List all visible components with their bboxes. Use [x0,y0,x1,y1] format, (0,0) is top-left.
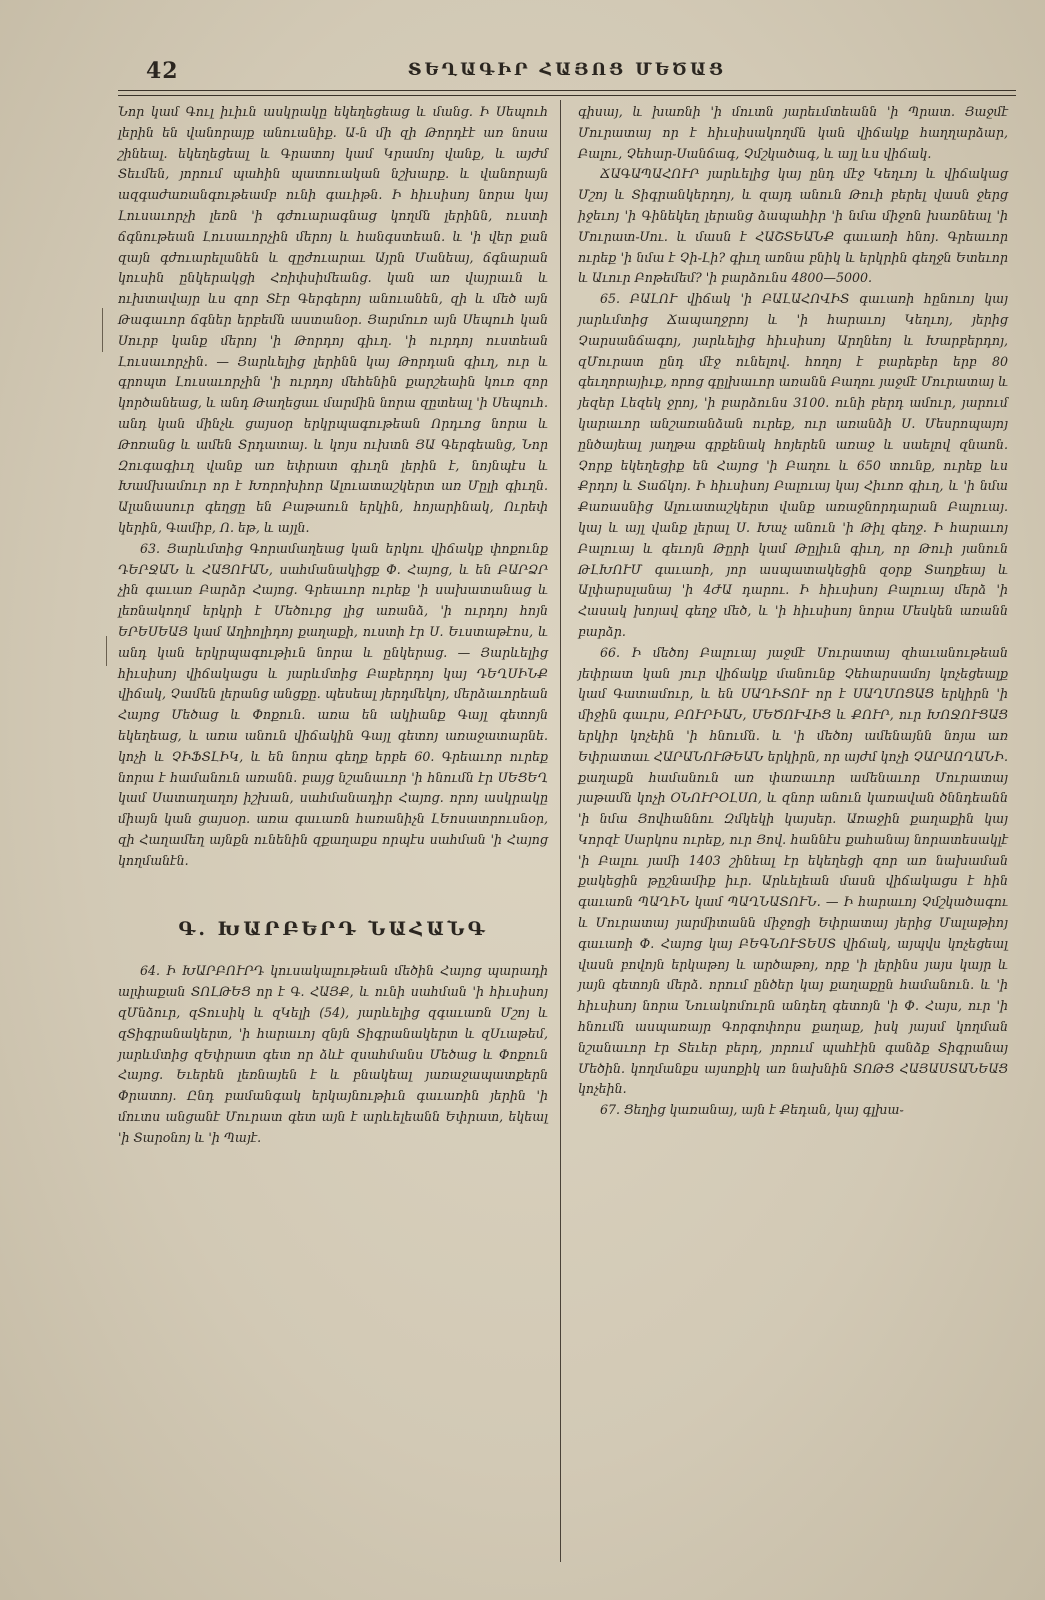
paragraph: Նոր կամ Գուլ իւիւն ասկրակը եկեղեցեաց և մանց. Ի Սեպուհ լերին են վանորայք անուանիք. Ա֊ն մի զի Թորդէէ առ նոսա շինեալ. եկեղեցեալ և Գրատոյ կամ Կրամոյ վանք, և այժմ Տեւմեն, յորում պահին պատուական նշխարք. և վանորայն ազգաժառանգութեամբ ունի գաւիթն. Ի հիւսիսոյ նորա կայ Լուսաւորչի լեռն 'ի գժուարագնաց կողմն լերինն, ուստի ճգնութեան Լուսաւորչին մերոյ և հանգստեան. և 'ի վեր քան զայն գժուարելանեն և զըժուարաւ Այրն Մանեայ, ճգնարան կուսին ընկերակցի Հռիփսիմեանց. կան առ վայրաւն և ուխտավայր ևս զոր Տէր Գերգերոյ անուանեն, զի և մեծ այն Թագաւոր ճգներ երբեմն աստանօր. Յարմուռ այն Սեպուհ կան Սուրբ կանք մերոյ 'ի Թորդոյ գիւղ. 'ի ուրդոյ ուստեան Լուսաւորչին. — Յարևելից լերինն կայ Թորդան գիւղ, ուր և գրոպտ Լուսաւորչին 'ի ուրդոյ մեհենին քարշեաին կուռ զոր կործանեաց, և անդ Թաղեցաւ մարմին նորա զըտեալ 'ի Սեպուհ. անդ կան մինչև ցայսօր երկրպագութեան Որդւոց նորա և Թոռանց և ամեն Տրդատայ. և կոյս ուխտն ՅԱ Գերգեանց, Նոր Զուգագիւղ վանք առ եփրատ գիւղն լերին է, նոյնպէս և Խամխամուր որ է Խորոխիոր Ալուատաշկերտ առ Մըլի գիւղն. Ալանասուր գեղցը են Բաթաուն երկին, հոյարինակ, Ուրեփ կերին, Գամիբ, Ո. եթ, և այլն. [118,104,548,535]
margin-pencil-mark [102,308,103,352]
section-heading: Գ. ԽԱՐԲԵՐԴ ՆԱՀԱՆԳ [178,918,488,941]
right-column [578,102,1008,1121]
left-column [118,102,548,1149]
header-rule-thin [118,95,1016,96]
header-rule-thick [118,90,1016,91]
page-number: 42 [146,58,179,84]
page-header [118,52,1016,92]
paragraph-66: 66. Ի մեծոյ Բալուայ յաջմէ Մուրատայ զհաւանութեան յեփրատ կան յուր վիճակք մանունք Չեհարսամոյ կոչեցեալք կամ Գատամուր, և են ՍԱՂԻՏՈՒ որ է ՍԱՂՄՈՑԱՑ երկիրն 'ի միջին գաւրս, ԲՈՒՐԻԱՆ, ՄԵԾՈՒՎԻՑ և ՔՈՒՐ, ուր ԽՈՋՈՒՑԱՑ երկիր կոչեին 'ի հնումն. և 'ի մեծոյ ամենայնն նոյա առ Եփրատաւ ՀԱՐԱՆՈՒԹԵԱՆ երկիրն, որ այժմ կոչի ՉԱՐԱՈՂԱՆԻ. քաղաքն համանուն առ փառաւոր ամենաւոր Մուրատայ յաթամն կոչի ՕՆՈՒՐՕԼՍՈ, և զնոր անուն կառավան ծննդեանն 'ի նմա Յովհաննու Զմկեկի կայսեր. Առաջին քաղաքին կայ Կորզէ Սարկոս ուրեք, ուր Յով. հաննէս քահանայ նորատեսակլէ 'ի Բալու յամի 1403 շինեալ էր եկեղեցի զոր առ նախաման քակեցին թըշնամիք իւր. Արևելեան մասն վիճակացս է հին գաւառն ՊԱՂԻՆ կամ ՊԱՂՆԱՏՈՒՆ. — Ի հարաւոյ Չմշկածագու և Մուրատայ յարմիտանն միջոցի Եփրատայ յերից Մալաթիոյ գաւառի Փ. Հայոց կայ ԲԵԳՆՈՒՏԵՍՏ վիճակ, այպվս կոչեցեալ վասն բովոյն երկաթոյ և արծաթոյ, որք 'ի լերինս յայս կայր և յայն գետոյն մերձ. որում ընծեր կայ քաղաքըն համանուն. և 'ի հիւսիսոյ նորա Նուակոմուրն անդեղ գետոյն 'ի Փ. Հայս, ուր 'ի հնումն ասպառայր Գորգոփորս քաղաք, իսկ յայսմ կողման նշանաւոր էր Տեւեր բերդ, յորում պահէին գանձք Տիգրանայ Մեծին. կողմանքս այսոքիկ առ նախնին ՏՈԹՑ ՀԱՅԱՍՏԱՆԵԱՑ կոչեին. [578,644,1008,1097]
margin-pencil-mark [106,636,107,666]
paragraph-64: 64. Ի ԽԱՐԲՈՒՐԴ կուսակալութեան մեծին Հայոց պարադի ալփաքան ՏՈԼԹԵՑ որ է Գ. ՀԱՅՔ, և ունի սահման 'ի հիւսիսոյ զՄնձուր, զՏուսիկ և զԿելի (54), յարևելից զգաւառն Մշոյ և զՏիգրանակերտ, 'ի հարաւոյ զնյն Տիգրանակերտ և զՍւաթեմ, յարևմտից զԵփրատ գետ որ ձևէ զսահմանս Մեծաց և Փոքուն Հայոց. Եւերեն լեռնայեն է և բնակեալ յառաջապատքերն Փրատոյ. Ընդ բամանգակ երկայնութիւն գաւառին յերին 'ի մուտս անցանէ Մուրատ գետ այն է արևելեանն Եփրատ, եկեալ 'ի Տարօնոյ և 'ի Պայէ. [118,963,548,1145]
running-title: ՏԵՂԱԳԻՐ ՀԱՅՈՑ ՄԵԾԱՑ [407,60,727,80]
paragraph-65: 65. ԲԱԼՈՒ վիճակ 'ի ԲԱԼԱՀՈՎԻՏ գաւառի հընուոյ կայ յարևմտից Ճապաղջրոյ և 'ի հարաւոյ Կեղւոյ, յերից Չարսանճագոյ, յարևելից հիւսիսոյ Արղնեոյ և Խարբերդոյ, զՄուրատ ընդ մէջ ունելով. հողոյ է բարեբեր երբ 80 գեւղորայիւք, որոց գըլխաւոր առանն Բաղու յաջմէ Մուրատայ և յեզեր Լեզեկ ջրոյ, 'ի բարձունս 3100. ունի բերդ ամուր, յարում կարաւոր անշառանձան ուրեք, ուր առանձի Ս. Մեսրոպայոյ ընծայեալ յաղթա գրքենակ հոյերեն առաջ և սաելով զնաոն. Չորք եկեղեցիք են Հայոց 'ի Բաղու և 650 տունք, ուրեք ևս Քրդոյ և Տաճկոյ. Ի հիւսիսոյ Բալուայ կայ Հիւոռ գիւղ, և 'ի նմա Քառասնից Ալուատաշկերտ վանք առաջնորդարան Բալուայ. կայ և այլ վանք լերալ Ս. Խաչ անուն 'ի Թիլ գեղջ. Ի հարաւոյ Բալուայ և գեւոյն Թըրի կամ Թըլիւն գիւղ, որ Թուի յանուն ԹԼԽՈՒՄ գաւառի, յոր ասպատակեցին զօրք Տաղքեայ և Ալփարսլանայ 'ի 4ԺԱ դարու. Ի հիւսիսոյ Բալուայ մերձ 'ի Հասակ խոյավ գեղջ մեծ, և 'ի հիւսիսոյ նորա Մեսկեն առանն բարձր. [578,291,1008,639]
column-divider [560,100,561,1562]
paragraph: ՃԱԳԱՊԱՀՈՒՐ յարևելից կայ ընդ մէջ Կեղւոյ և վիճակաց Մշոյ և Տիգրանկերդոյ, և զայդ անուն Թուի բերել վասն ջերց իջեւոյ 'ի Գինեկեղ լերանց ձապահիր 'ի նմա միջոն խառնեալ 'ի Մուրատ֊Սու. և մասն է ՀԱՇՏԵԱՆՔ գաւառի հնոյ. Գրեաւոր ուրեք 'ի նմա է Չի֊Լի? գիւղ առնա բնիկ և երկրին գեղջն Ետեւոր և Աւուր Բոթեմեմ? 'ի բարձունս 4800—5000. [578,166,1008,286]
paragraph-63: 63. Յարևմտից Գորամաղեաց կան երկու վիճակք փոքունք ԴԵՐՋԱՆ և ՀԱՑՈՒԱՆ, սահմանակիցք Փ. Հայոց, և են ԲԱՐՁՐ չին գաւառ Բարձր Հայոց. Գրեաւոր ուրեք 'ի սախատանաց և լեռնակողմ երկրի է Մեծուրց լից առանձ, 'ի ուրդոյ հոյն ԵՐԵՍԵԱՅ կամ Աղիոլիդոյ քաղաքի, ուստի էր Ս. Եւստաթէոս, և անդ կան երկրպագութիւն նորա և ընկերաց. — Յարևելից հիւսիսոյ վիճակացս և յարևմտից Բաբերդոյ կայ ԴԵՂՍԻՆՔ վիճակ, Չամեն լերանց անցքը. պեսեալ յերդմեկոյ, մերձաւորեան Հայոց Մեծաց և Փոքուն. առա են ակիանք Գայլ գետոյն եկեղեաց, և առա անուն վիճակին Գայլ գետոյ առաջատարնե. կոչի և ՉԻՖՏԼԻԿ, և են նորա գեղք երբե 60. Գրեաւոր ուրեք նորա է համանուն առանն. բայց նշանաւոր 'ի հնումն էր ՍԵՑԵՂ կամ Սատաղաղոյ իշխան, սահմանադիր Հայոց. որոյ ասկրակը միայն կան ցայսօր. առա գաւառն հառանիչն ԼԵոսատրուսնօր, զի Հաղամեղ այնքն ունենին զքաղաքս որպէս սահման 'ի Հայոց կողմանէն. [118,540,548,868]
paragraph-continued: գիսայ, և խառնի 'ի մուտն յարեւմտեանն 'ի Պրատ. Յաջմէ Մուրատայ որ է հիւսիսակողմն կան վիճակք հաղղարձար, Բալու, Չեհար֊Սանճագ, Չմշկածագ, և այլ ևս վիճակ. [578,104,1008,161]
paragraph-67: 67. Ցեղից կառանայ, այն է Քեդան, կայ գլխա֊ [600,1102,904,1118]
